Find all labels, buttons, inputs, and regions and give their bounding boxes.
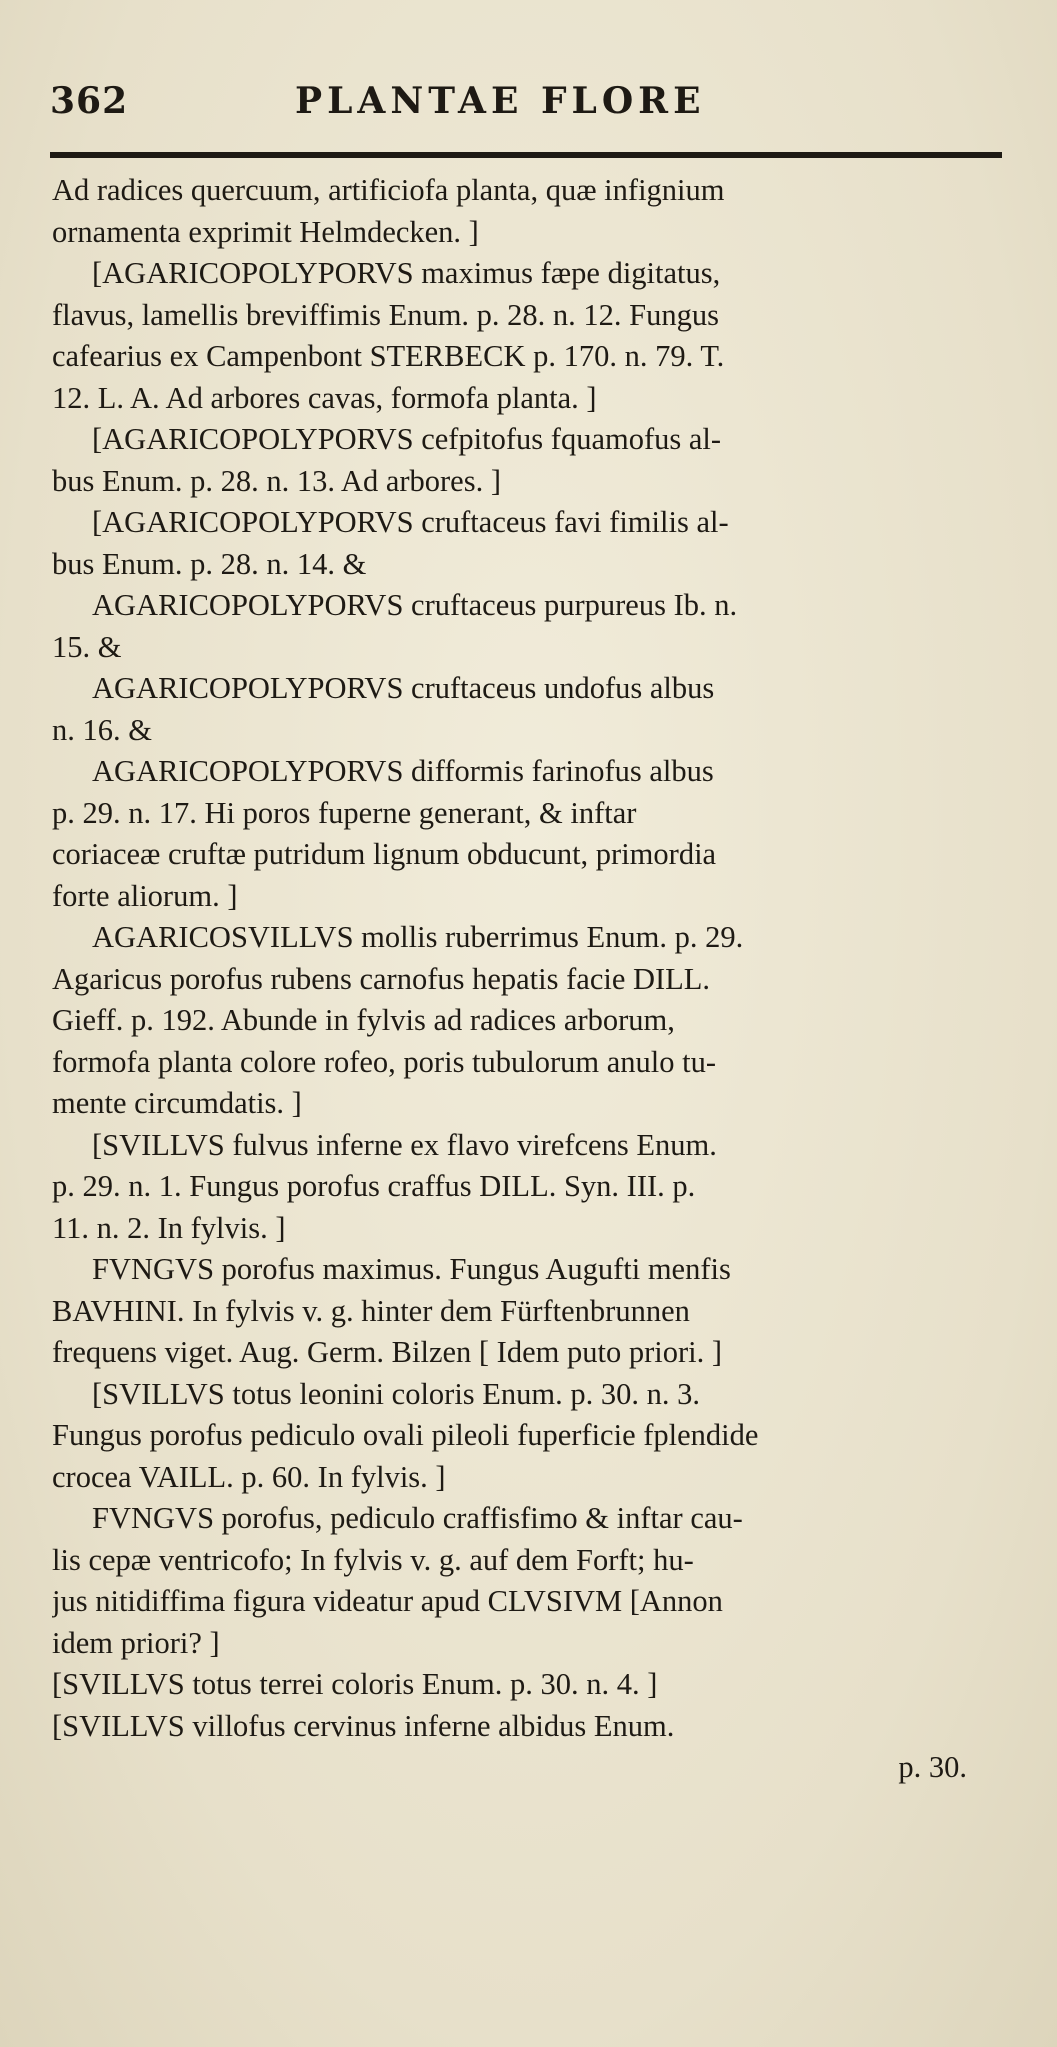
text-line: 11. n. 2. In fylvis. ] <box>52 1210 286 1245</box>
text-line: formofa planta colore rofeo, poris tubulorum anulo tu- <box>52 1044 717 1079</box>
text-line: coriaceæ cruftæ putridum lignum obducunt, primordia <box>52 837 717 871</box>
text-line: p. 29. n. 1. Fungus porofus craffus DILL. Syn. III. p. <box>52 1169 696 1203</box>
text-line: [AGARICOPOLYPORVS cefpitofus fquamofus al- <box>92 422 722 456</box>
text-line: bus Enum. p. 28. n. 14. & <box>52 546 367 581</box>
text-line: [SVILLVS totus terrei coloris Enum. p. 30. n. 4. ] <box>52 1667 658 1701</box>
text-line: FVNGVS porofus, pediculo craffisfimo & inftar cau- <box>92 1501 743 1535</box>
text-line: Fungus porofus pediculo ovali pileoli fuperficie fplendide <box>52 1418 759 1452</box>
text-line: FVNGVS porofus maximus. Fungus Augufti menfis <box>92 1252 731 1286</box>
text-line: n. 16. & <box>52 712 152 747</box>
text-line: frequens viget. Aug. Germ. Bilzen [ Idem puto priori. ] <box>52 1335 722 1369</box>
text-line: Ad radices quercuum, artificiofa planta, quæ infignium <box>52 173 725 207</box>
text-line: ornamenta exprimit Helmdecken. ] <box>52 214 479 249</box>
text-line: 15. & <box>52 629 122 664</box>
text-line: [SVILLVS totus leonini coloris Enum. p. 30. n. 3. <box>92 1376 701 1411</box>
text-line: crocea VAILL. p. 60. In fylvis. ] <box>52 1459 446 1494</box>
text-line: AGARICOPOLYPORVS difformis farinofus albus <box>92 754 714 788</box>
text-line: jus nitidiffima figura videatur apud CLVSIVM [Annon <box>52 1584 723 1618</box>
text-line: Agaricus porofus rubens carnofus hepatis facie DILL. <box>52 961 711 996</box>
text-line: mente circumdatis. ] <box>52 1086 302 1120</box>
text-line: idem priori? ] <box>52 1625 220 1660</box>
text-line: BAVHINI. In fylvis v. g. hinter dem Fürftenbrunnen <box>52 1293 690 1328</box>
text-line: 12. L. A. Ad arbores cavas, formofa planta. ] <box>52 380 597 415</box>
text-line: AGARICOPOLYPORVS cruftaceus undofus albus <box>92 671 715 705</box>
text-line: [SVILLVS fulvus inferne ex flavo virefcens Enum. <box>92 1127 717 1162</box>
text-line: bus Enum. p. 28. n. 13. Ad arbores. ] <box>52 463 501 498</box>
text-line: Gieff. p. 192. Abunde in fylvis ad radices arborum, <box>52 1003 675 1037</box>
running-title: PLANTAE FLORE <box>295 80 706 122</box>
text-line: AGARICOPOLYPORVS cruftaceus purpureus Ib. n. <box>92 588 738 622</box>
body-text <box>52 170 1032 1789</box>
text-line: AGARICOSVILLVS mollis ruberrimus Enum. p. 29. <box>92 920 744 954</box>
text-line: [SVILLVS villofus cervinus inferne albidus Enum. <box>52 1708 675 1743</box>
text-line: [AGARICOPOLYPORVS maximus fæpe digitatus, <box>92 256 721 290</box>
text-line: forte aliorum. ] <box>52 878 238 913</box>
page-number: 362 <box>50 80 129 122</box>
text-line: p. 30. <box>898 1750 967 1784</box>
text-line: flavus, lamellis breviffimis Enum. p. 28. n. 12. Fungus <box>52 297 720 332</box>
page-header <box>50 80 1010 130</box>
text-line: lis cepæ ventricofo; In fylvis v. g. auf dem Forft; hu- <box>52 1542 694 1577</box>
text-line: cafearius ex Campenbont STERBECK p. 170. n. 79. T. <box>52 339 725 373</box>
text-line: [AGARICOPOLYPORVS cruftaceus favi fimilis al- <box>92 505 729 539</box>
text-line: p. 29. n. 17. Hi poros fuperne generant, & inftar <box>52 795 637 830</box>
header-rule <box>50 152 1002 158</box>
